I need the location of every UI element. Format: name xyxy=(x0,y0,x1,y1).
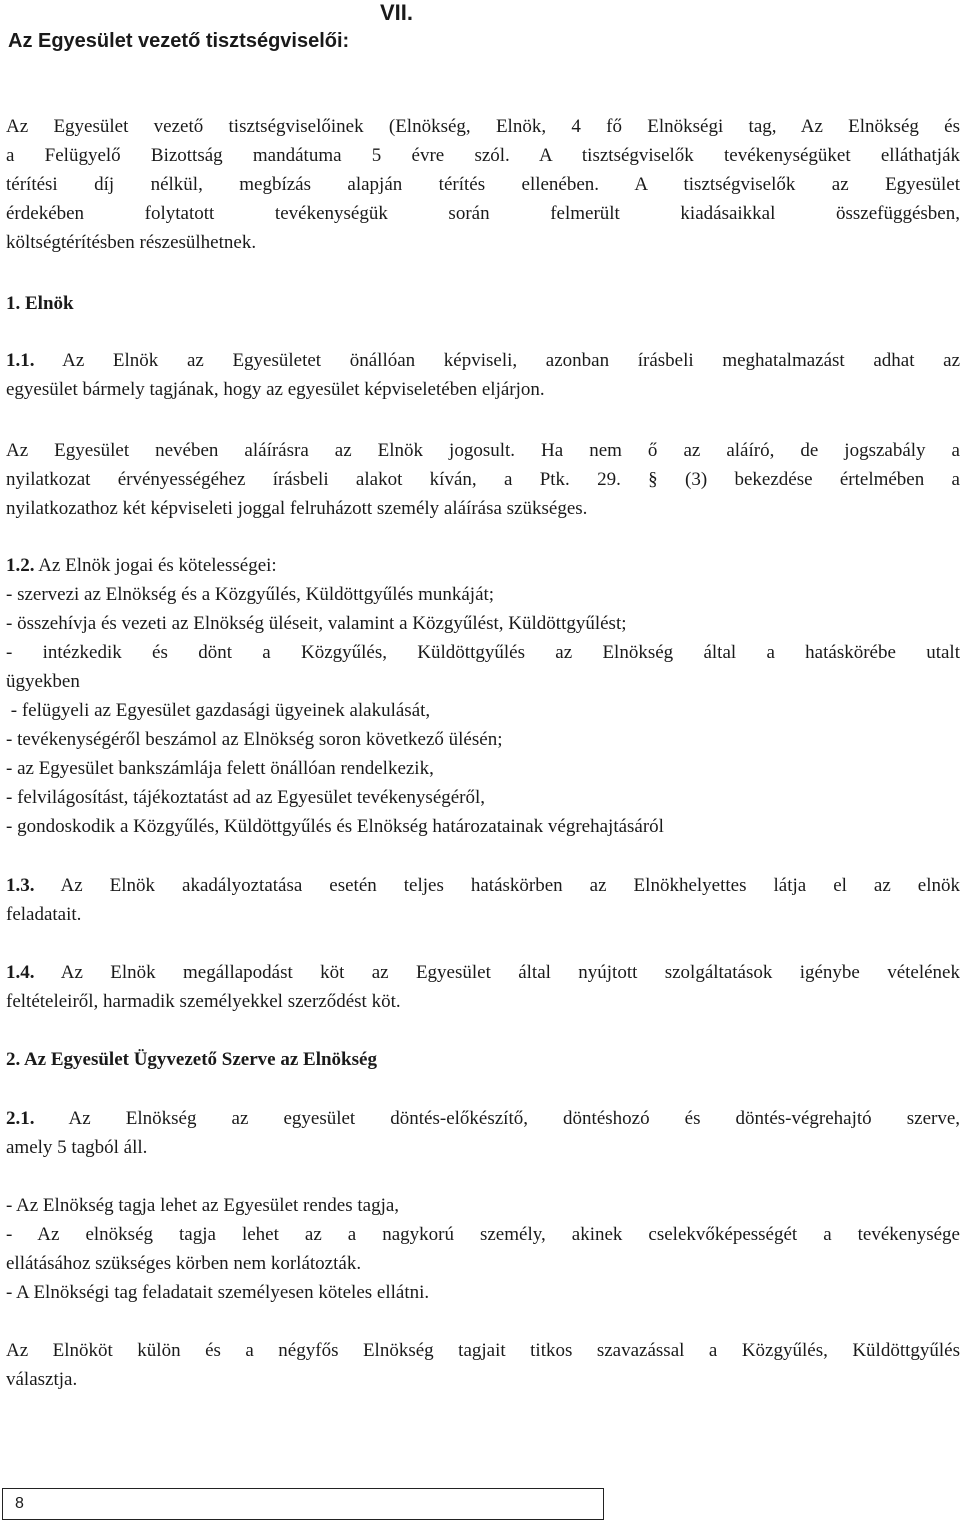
intro-paragraph xyxy=(6,112,960,257)
text-line: nyilatkozat érvényességéhez írásbeli alakot kíván, a Ptk. 29. § (3) bekezdése értelmében a xyxy=(6,469,960,490)
clause-number: 1.4. xyxy=(6,962,35,983)
membership-paragraph xyxy=(6,1191,960,1307)
section-heading-elnok: 1. Elnök xyxy=(6,293,74,314)
list-item: - Az Elnökség tagja lehet az Egyesület rendes tagja, xyxy=(6,1195,400,1216)
text-line xyxy=(6,346,960,375)
text-line: költségtérítésben részesülhetnek. xyxy=(6,232,257,253)
list-item: - gondoskodik a Közgyűlés, Küldöttgyűlés és Elnökség határozatainak végrehajtásáról xyxy=(6,816,664,837)
clause-number: 2.1. xyxy=(6,1108,35,1129)
list-item: - az Egyesület bankszámlája felett önállóan rendelkezik, xyxy=(6,758,434,779)
text-line: egyesület bármely tagjának, hogy az egyesület képviseletében eljárjon. xyxy=(6,379,545,400)
list-item: - felvilágosítást, tájékoztatást ad az Egyesület tevékenységéről, xyxy=(6,787,486,808)
text-line xyxy=(6,958,960,987)
section-heading-elnokseg: 2. Az Egyesület Ügyvezető Szerve az Elnökség xyxy=(6,1049,377,1070)
clause-text: Az Elnök megállapodást köt az Egyesület által nyújtott szolgáltatások igénybe vételének xyxy=(60,962,960,983)
clause-text: Az Elnök akadályoztatása esetén teljes hatáskörben az Elnökhelyettes látja el az elnök xyxy=(60,875,960,896)
clause-text: Az Elnök jogai és kötelességei: xyxy=(38,555,277,576)
chapter-number: VII. xyxy=(380,0,414,25)
text-line: Az Egyesület vezető tisztségviselőinek (Elnökség, Elnök, 4 fő Elnökségi tag, Az Elnökség és xyxy=(6,116,960,137)
text-line xyxy=(6,871,960,900)
paragraph-1-2 xyxy=(6,551,960,841)
text-line: választja. xyxy=(6,1369,78,1390)
text-line: amely 5 tagból áll. xyxy=(6,1137,148,1158)
clause-text: Az Elnökség az egyesület döntés-előkészítő, döntéshozó és döntés-végrehajtó szerve, xyxy=(68,1108,960,1129)
text-line xyxy=(6,551,960,580)
page-number: 8 xyxy=(15,1495,24,1512)
list-item: - összehívja és vezeti az Elnökség üléseit, valamint a Közgyűlést, Küldöttgyűlést; xyxy=(6,613,627,634)
text-line: a Felügyelő Bizottság mandátuma 5 évre szól. A tisztségviselők tevékenységüket elláthatják xyxy=(6,145,960,166)
text-line: ellátásához szükséges körben nem korlátozták. xyxy=(6,1253,362,1274)
list-item: - tevékenységéről beszámol az Elnökség soron következő ülésén; xyxy=(6,729,503,750)
list-item: - A Elnökségi tag feladatait személyesen köteles ellátni. xyxy=(6,1282,430,1303)
text-line: Az Egyesület nevében aláírásra az Elnök jogosult. Ha nem ő az aláíró, de jogszabály a xyxy=(6,440,960,461)
paragraph-1-1 xyxy=(6,346,960,404)
paragraph-1-3 xyxy=(6,871,960,929)
clause-number: 1.1. xyxy=(6,350,35,371)
clause-number: 1.2. xyxy=(6,555,35,576)
chapter-title: Az Egyesület vezető tisztségviselői: xyxy=(8,30,350,52)
text-line: térítési díj nélkül, megbízás alapján térítés ellenében. A tisztségviselők az Egyesület xyxy=(6,174,960,195)
list-item: - Az elnökség tagja lehet az a nagykorú személy, akinek cselekvőképességét a tevékenysége xyxy=(6,1224,960,1245)
page-footer xyxy=(2,1488,604,1520)
signature-paragraph xyxy=(6,436,960,523)
text-line: Az Elnököt külön és a négyfős Elnökség tagjait titkos szavazással a Közgyűlés, Küldöttgyűlés xyxy=(6,1340,960,1361)
text-line xyxy=(6,1104,960,1133)
paragraph-2-1 xyxy=(6,1104,960,1162)
list-item: - felügyeli az Egyesület gazdasági ügyeinek alakulását, xyxy=(6,700,431,721)
clause-text: Az Elnök az Egyesületet önállóan képviseli, azonban írásbeli meghatalmazást adhat az xyxy=(62,350,960,371)
list-item: - intézkedik és dönt a Közgyűlés, Küldöttgyűlés az Elnökség által a hatáskörébe utalt xyxy=(6,642,960,663)
text-line: feltételeiről, harmadik személyekkel szerződést köt. xyxy=(6,991,401,1012)
list-item: ügyekben xyxy=(6,671,80,692)
list-item: - szervezi az Elnökség és a Közgyűlés, Küldöttgyűlés munkáját; xyxy=(6,584,495,605)
clause-number: 1.3. xyxy=(6,875,35,896)
text-line: nyilatkozathoz két képviseleti joggal felruházott személy aláírása szükséges. xyxy=(6,498,588,519)
election-paragraph xyxy=(6,1336,960,1394)
paragraph-1-4 xyxy=(6,958,960,1016)
text-line: feladatait. xyxy=(6,904,82,925)
text-line: érdekében folytatott tevékenységük során felmerült kiadásaikkal összefüggésben, xyxy=(6,203,960,224)
